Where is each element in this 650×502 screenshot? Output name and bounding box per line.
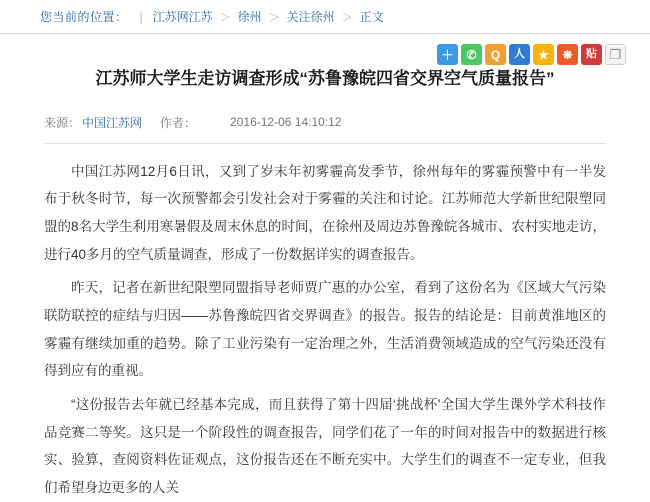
- source-link[interactable]: 中国江苏网: [82, 115, 143, 130]
- share-icon-wechat[interactable]: [461, 44, 482, 65]
- article-paragraph: “这份报告去年就已经基本完成，而且获得了第十四届‘挑战杯’全国大学生课外学术科技作品竞赛二等奖。这只是一个阶段性的调查报告，同学们花了一年的时间对报告中的数据进行核实、验算，查阅资料佐证观点，这份报告还在不断充实中。大学生们的调查不一定专业，但我们希望身边更多的人关: [44, 396, 606, 495]
- breadcrumb-item-xuzhou[interactable]: 徐州: [237, 10, 262, 24]
- share-toolbar: [437, 44, 626, 65]
- share-icon-renren-glyph: 人: [514, 48, 525, 60]
- author-label: 作者：: [160, 115, 197, 130]
- breadcrumb-item-focus-xuzhou[interactable]: 关注徐州: [286, 10, 335, 24]
- article-paragraph: 昨天，记者在新世纪限塑同盟指导老师贾广惠的办公室，看到了这份名为《区域大气污染联防联控的症结与归因——苏鲁豫皖四省交界调查》的报告。报告的结论是：目前黄淮地区的雾霾有继续加重的趋势。除了工业污染有一定治理之外，生活消费领域造成的空气污染还没有得到应有的重视。: [44, 280, 606, 379]
- share-icon-favorite-glyph: ★: [538, 47, 549, 62]
- breadcrumb-label: 您当前的位置：: [40, 10, 128, 24]
- breadcrumb-arrow-icon: ＞: [219, 11, 231, 24]
- share-icon-more-glyph: ＋: [441, 47, 454, 62]
- share-icon-copy[interactable]: [605, 44, 626, 65]
- breadcrumb-arrow-icon: ＞: [341, 11, 353, 24]
- page-title: 江苏师大学生走访调查形成“苏鲁豫皖四省交界空气质量报告”: [95, 69, 555, 88]
- share-icon-more[interactable]: [437, 44, 458, 65]
- article-paragraph: 中国江苏网12月6日讯，又到了岁末年初雾霾高发季节，徐州每年的雾霾预警中有一半发布于秋冬时节，每一次预警都会引发社会对于雾霾的关注和讨论。江苏师范大学新世纪限塑同盟的8名大学生利用寒暑假及周末休息的时间，在徐州及周边苏鲁豫皖各城市、农村实地走访，进行40多月的空气质量调查，形成了一份数据详实的调查报告。: [44, 163, 606, 262]
- article-paragraphs: [44, 158, 606, 502]
- share-icon-rss[interactable]: [557, 44, 578, 65]
- breadcrumb: [0, 0, 650, 34]
- article-body: [0, 66, 650, 502]
- share-icon-wechat-glyph: ✆: [466, 47, 477, 62]
- share-icon-favorite[interactable]: [533, 44, 554, 65]
- share-icon-rss-glyph: ❋: [562, 47, 573, 62]
- breadcrumb-separator: |: [139, 9, 143, 24]
- share-icon-qq[interactable]: [485, 44, 506, 65]
- article-meta: [44, 114, 606, 144]
- share-icon-renren[interactable]: [509, 44, 530, 65]
- source-label: 来源：: [44, 115, 81, 130]
- breadcrumb-item-jiangsu[interactable]: 江苏网江苏: [152, 10, 213, 24]
- share-icon-copy-glyph: ❐: [609, 47, 622, 62]
- breadcrumb-item-article[interactable]: 正文: [359, 10, 384, 24]
- breadcrumb-arrow-icon: ＞: [268, 11, 280, 24]
- share-icon-tieba[interactable]: [581, 44, 602, 65]
- publish-time: 2016-12-06 14:10:12: [230, 115, 342, 129]
- share-icon-tieba-glyph: 贴: [586, 48, 597, 60]
- share-icon-qq-glyph: Q: [490, 47, 501, 62]
